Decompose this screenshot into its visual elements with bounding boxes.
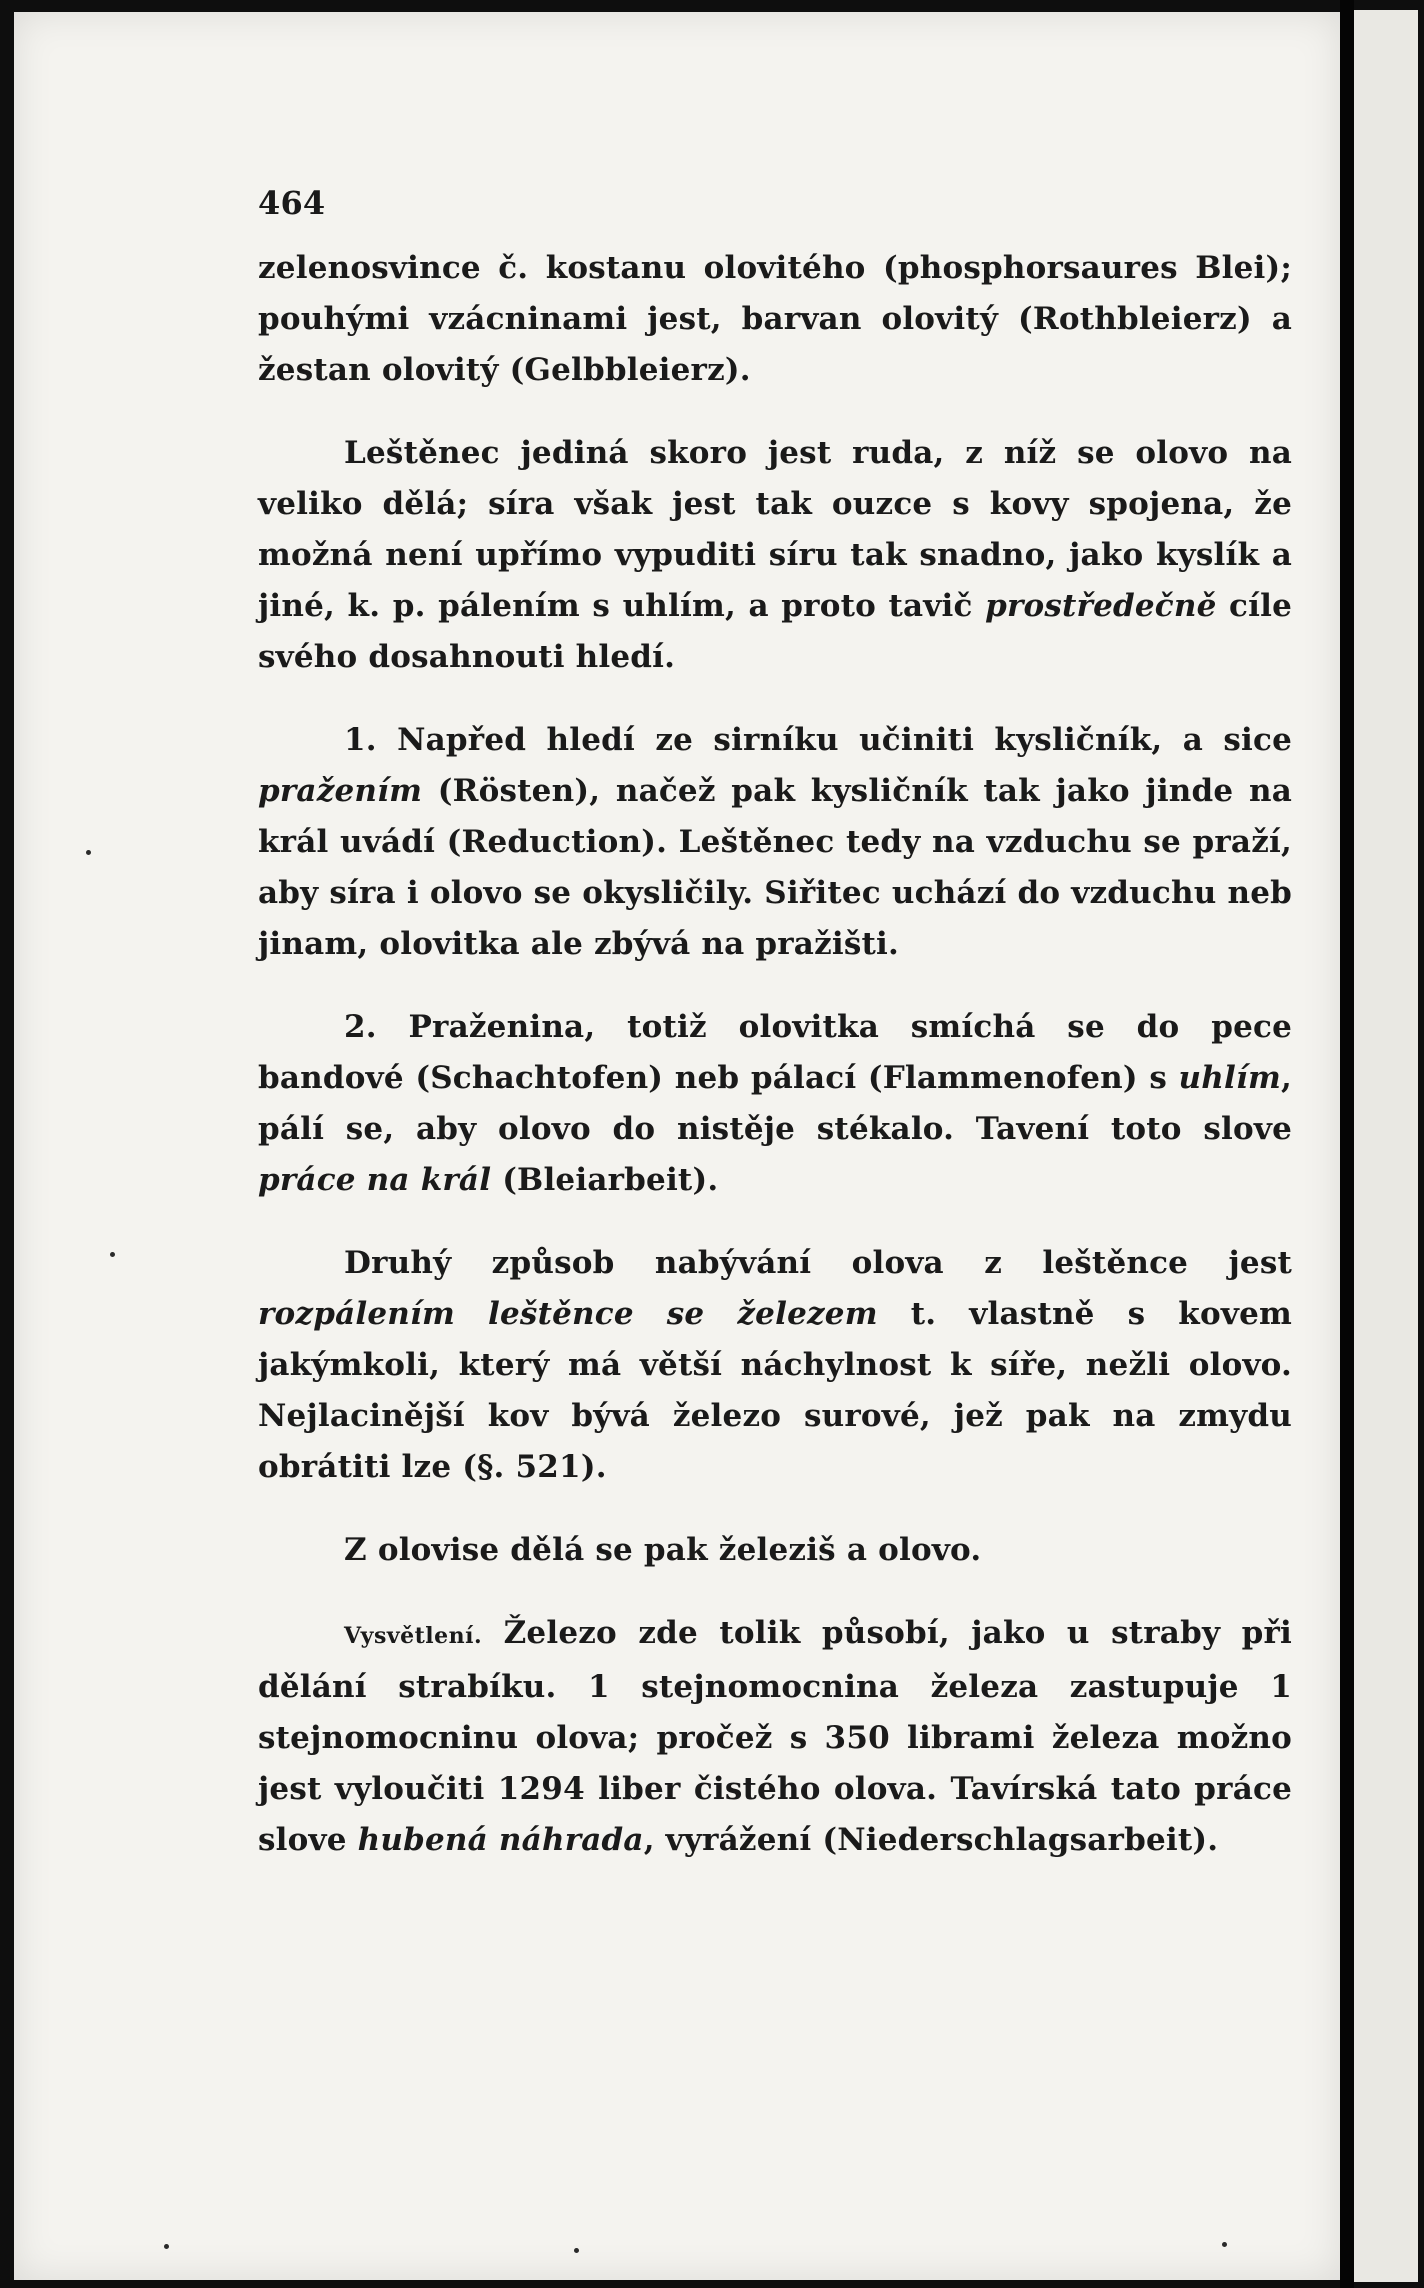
book-page — [14, 12, 1340, 2280]
text-run: . — [1207, 1822, 1219, 1858]
text-run — [422, 773, 438, 809]
text-run: 2. Praženina, totiž olovitka smíchá se do pece bandové — [258, 1009, 1292, 1096]
text-run: t. vlastně s kovem jakýmkoli, který má větší náchylnost k síře, nežli olovo. Nejlacinější kov bývá železo surové, jež pak na zmydu obrátiti lze (§. 521). — [258, 1296, 1292, 1485]
ink-speck — [86, 850, 91, 855]
german-term: (Rösten) — [437, 773, 590, 809]
german-term: (phosphorsaures Blei) — [882, 250, 1281, 286]
text-run: zelenosvince č. kostanu olovitého — [258, 250, 883, 286]
italic-term: práce na král — [258, 1162, 492, 1198]
ink-speck — [1222, 2242, 1227, 2247]
explanatory-note — [258, 1608, 1292, 1866]
text-run: Železo zde tolik působí, jako u straby při dělání strabíku. 1 stejnomocnina železa zastupuje 1 stejnomocninu olova; pročež s 350 librami železa možno jest vyloučiti 1294 liber čistého olova. Tavírská tato práce slove — [258, 1615, 1292, 1858]
italic-term: uhlím — [1178, 1060, 1281, 1096]
text-block — [258, 178, 1292, 1898]
page-number: 464 — [258, 184, 326, 222]
paragraphs — [258, 243, 1292, 1866]
text-run: Leštěnec jediná skoro jest ruda, z níž se olovo na veliko dělá; síra však jest tak ouzce s kovy spojena, že možná není upřímo vypuditi síru tak snadno, jako kyslík a jiné, k. p. pálením s uhlím, a proto tavič — [258, 435, 1292, 624]
text-run: s — [1137, 1060, 1179, 1096]
german-term: (Niederschlagsarbeit) — [822, 1822, 1208, 1858]
paragraph — [258, 243, 1292, 396]
italic-term: rozpálením leštěnce se železem — [258, 1296, 878, 1332]
text-run: , vyrážení — [643, 1822, 823, 1858]
text-run: 1. Napřed hledí ze sirníku učiniti kysličník, a sice — [344, 722, 1292, 758]
note-label: Vysvětlení. — [344, 1623, 483, 1649]
text-run: . — [707, 1162, 719, 1198]
german-term: (Bleiarbeit) — [502, 1162, 708, 1198]
italic-term: pražením — [258, 773, 423, 809]
facing-page-edge — [1354, 10, 1418, 2282]
ink-speck — [574, 2248, 579, 2253]
german-term: (Flammenofen) — [867, 1060, 1138, 1096]
book-spine-gutter — [1340, 0, 1354, 2288]
text-run: neb pálací — [663, 1060, 868, 1096]
text-run: ; pouhými vzácninami jest, barvan olovitý — [258, 250, 1292, 337]
paragraph — [258, 1002, 1292, 1206]
text-run: a žestan olovitý — [258, 301, 1292, 388]
italic-term: prostředečně — [985, 588, 1217, 624]
ink-speck — [110, 1252, 115, 1257]
german-term: (Schachtofen) — [415, 1060, 664, 1096]
text-run: cíle svého dosahnouti hledí. — [258, 588, 1292, 675]
text-run: , pálí se, aby olovo do nistěje stékalo. Tavení toto slove — [258, 1060, 1292, 1147]
text-run: . — [739, 352, 751, 388]
paragraph — [258, 1525, 1292, 1576]
german-term: (Rothbleierz) — [1017, 301, 1252, 337]
paragraph — [258, 1238, 1292, 1493]
text-run — [491, 1162, 502, 1198]
ink-speck — [164, 2244, 169, 2249]
text-run: , načež pak kysličník tak jako jinde na král uvádí (Reduction). Leštěnec tedy na vzduchu se praží, aby síra i olovo se okysličily. Siřitec uchází do vzduchu neb jinam, olovitka ale zbývá na pražišti. — [258, 773, 1292, 962]
text-run: Druhý způsob nabývání olova z leštěnce jest — [344, 1245, 1292, 1281]
italic-term: hubená náhrada — [357, 1822, 644, 1858]
paragraph — [258, 428, 1292, 683]
german-term: (Gelbbleierz) — [509, 352, 740, 388]
paragraph — [258, 715, 1292, 970]
text-run: Z olovise dělá se pak železiš a olovo. — [344, 1532, 982, 1568]
